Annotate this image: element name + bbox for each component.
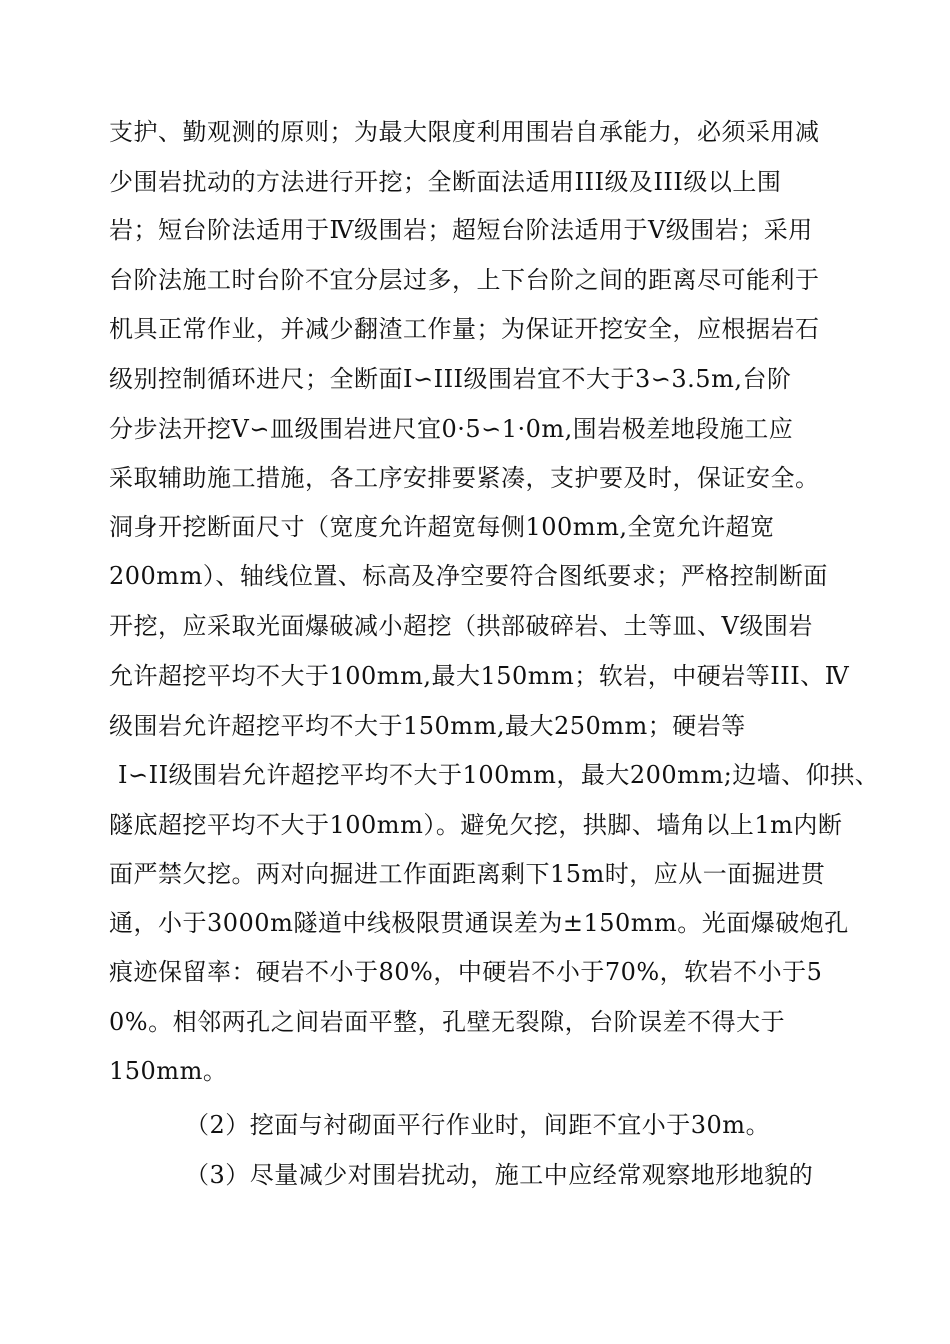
text-line-3: 岩；短台阶法适用于Ⅳ级围岩；超短台阶法适用于Ⅴ级围岩；采用: [109, 216, 813, 244]
text-line-8: 采取辅助施工措施，各工序安排要紧凑，支护要及时，保证安全。: [109, 464, 820, 492]
text-line-16: 面严禁欠挖。两对向掘进工作面距离剩下15m时，应从一面掘进贯: [109, 860, 826, 888]
text-line-19: 0%。相邻两孔之间岩面平整，孔壁无裂隙，台阶误差不得大于: [109, 1008, 786, 1036]
text-line-5: 机具正常作业，并减少翻渣工作量；为保证开挖安全，应根据岩石: [109, 315, 820, 343]
text-line-18: 痕迹保留率：硬岩不小于80%，中硬岩不小于70%，软岩不小于5: [109, 958, 823, 986]
text-line-15: 隧底超挖平均不大于100mm）。避免欠挖，拱脚、墙角以上1m内断: [109, 811, 843, 839]
text-line-7: 分步法开挖Ⅴ∽皿级围岩进尺宜0·5∽1·0m,围岩极差地段施工应: [109, 415, 794, 443]
text-line-13: 级围岩允许超挖平均不大于150mm,最大250mm；硬岩等: [109, 712, 746, 740]
text-line-11: 开挖，应采取光面爆破减小超挖（拱部破碎岩、土等皿、Ⅴ级围岩: [109, 612, 813, 640]
text-line-17: 通，小于3000m隧道中线极限贯通误差为±150mm。光面爆破炮孔: [109, 909, 849, 937]
text-line-6: 级别控制循环进尺；全断面I∽III级围岩宜不大于3∽3.5m,台阶: [109, 365, 792, 393]
text-line-22: （3）尽量减少对围岩扰动，施工中应经常观察地形地貌的: [185, 1161, 814, 1189]
text-line-9: 洞身开挖断面尺寸（宽度允许超宽每侧100mm,全宽允许超宽: [109, 513, 775, 541]
text-line-12: 允许超挖平均不大于100mm,最大150mm；软岩，中硬岩等III、Ⅳ: [109, 662, 850, 690]
text-line-4: 台阶法施工时台阶不宜分层过多，上下台阶之间的距离尽可能利于: [109, 266, 820, 294]
text-line-21: （2）挖面与衬砌面平行作业时，间距不宜小于30m。: [185, 1111, 771, 1139]
text-line-10: 200mm）、轴线位置、标高及净空要符合图纸要求；严格控制断面: [109, 562, 828, 590]
text-line-20: 150mm。: [109, 1057, 228, 1085]
text-line-14: I∽II级围岩允许超挖平均不大于100mm，最大200mm;边墙、仰拱、: [118, 761, 880, 789]
text-line-2: 少围岩扰动的方法进行开挖；全断面法适用III级及III级以上围: [109, 168, 782, 196]
text-line-1: 支护、勤观测的原则；为最大限度利用围岩自承能力，必须采用减: [109, 118, 820, 146]
